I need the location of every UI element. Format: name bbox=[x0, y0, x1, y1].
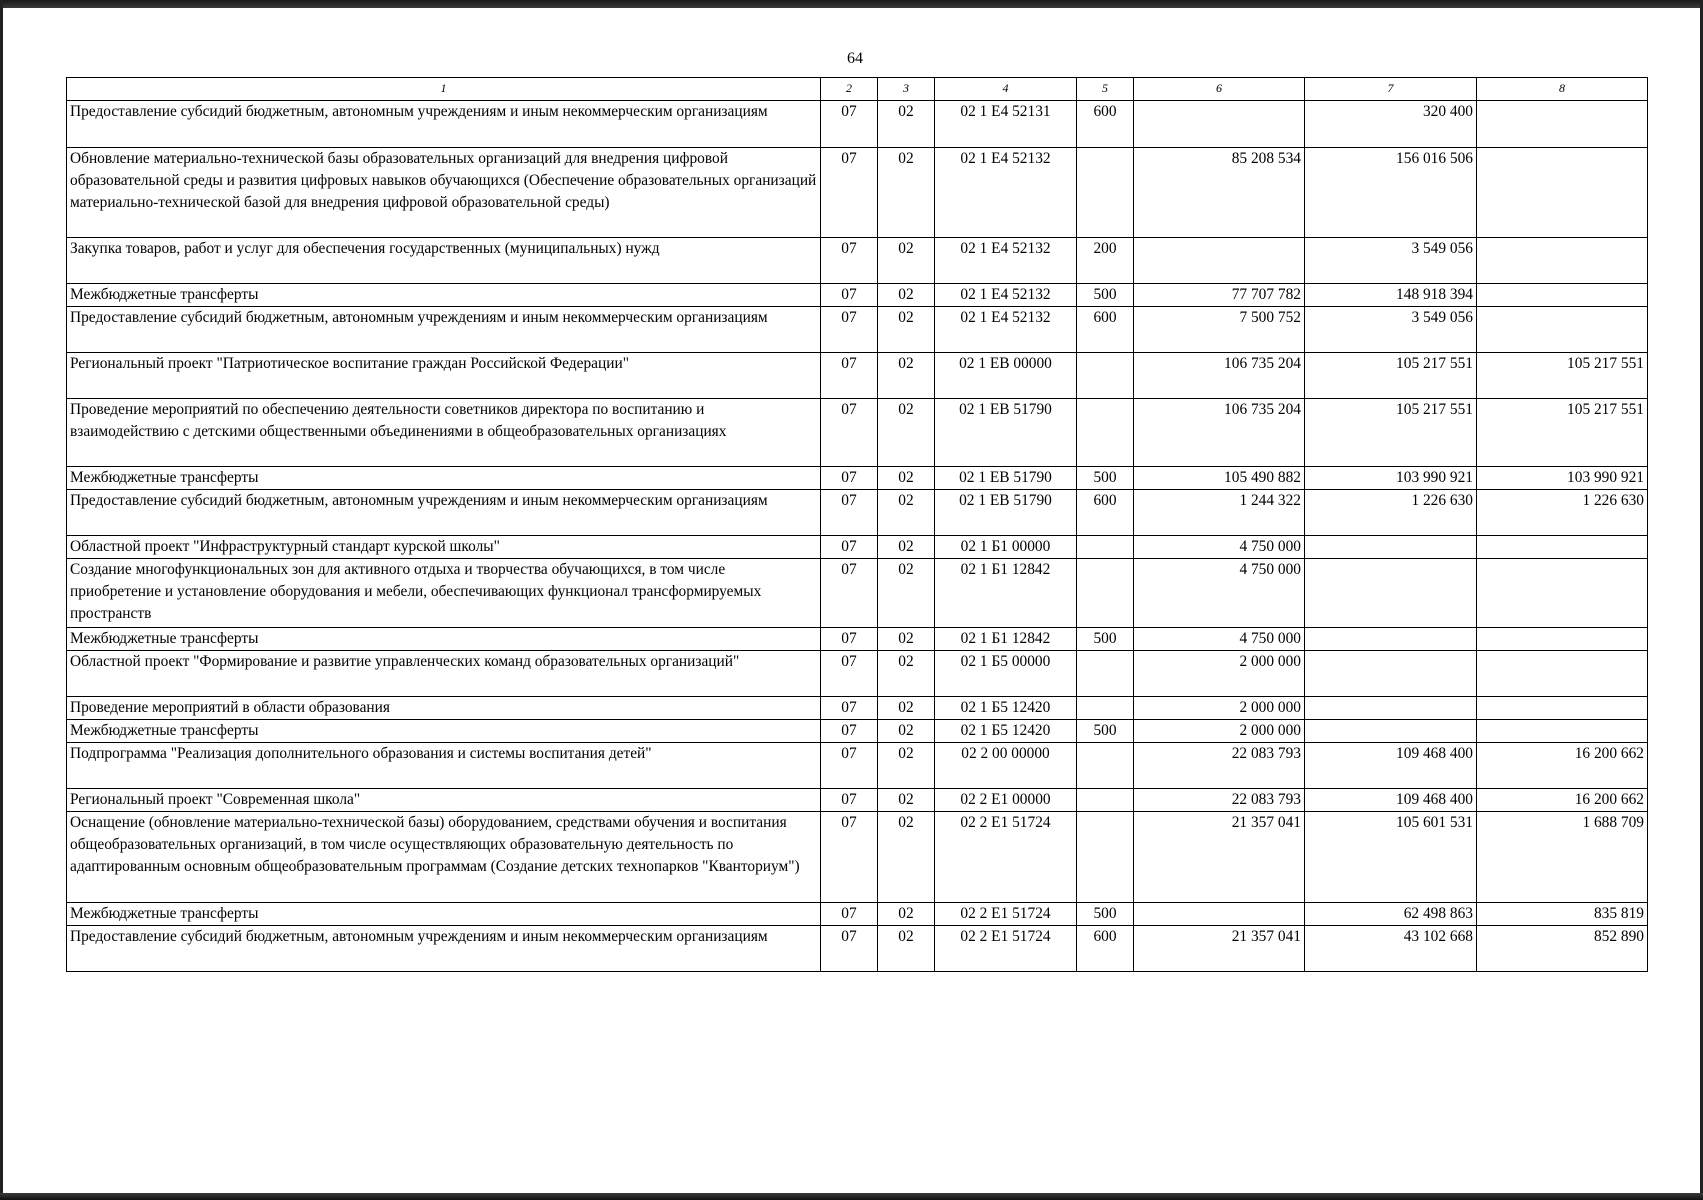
subsection-code-cell: 02 bbox=[878, 559, 935, 628]
target-item-code-cell: 02 2 Е1 00000 bbox=[935, 789, 1077, 812]
subsection-code-cell: 02 bbox=[878, 743, 935, 789]
scan-border-left bbox=[0, 0, 3, 1200]
section-code-cell: 07 bbox=[821, 238, 878, 284]
table-row bbox=[67, 238, 1648, 284]
subsection-code-cell: 02 bbox=[878, 101, 935, 148]
amount-col-7-cell: 109 468 400 bbox=[1305, 789, 1477, 812]
table-row bbox=[67, 467, 1648, 490]
section-code-cell: 07 bbox=[821, 307, 878, 353]
column-header-3: 3 bbox=[878, 78, 935, 101]
target-item-code-cell: 02 2 00 00000 bbox=[935, 743, 1077, 789]
scan-border-top bbox=[0, 0, 1703, 8]
row-name-cell: Предоставление субсидий бюджетным, автономным учреждениям и иным некоммерческим организациям bbox=[67, 101, 821, 148]
table-row bbox=[67, 353, 1648, 399]
amount-col-8-cell bbox=[1477, 720, 1648, 743]
target-item-code-cell: 02 1 Б1 12842 bbox=[935, 628, 1077, 651]
amount-col-6-cell: 7 500 752 bbox=[1134, 307, 1305, 353]
subsection-code-cell: 02 bbox=[878, 789, 935, 812]
target-item-code-cell: 02 1 ЕВ 51790 bbox=[935, 399, 1077, 467]
table-row bbox=[67, 536, 1648, 559]
table-row bbox=[67, 307, 1648, 353]
amount-col-8-cell: 852 890 bbox=[1477, 926, 1648, 972]
section-code-cell: 07 bbox=[821, 399, 878, 467]
column-header-2: 2 bbox=[821, 78, 878, 101]
column-header-8: 8 bbox=[1477, 78, 1648, 101]
amount-col-6-cell bbox=[1134, 903, 1305, 926]
row-name-cell: Межбюджетные трансферты bbox=[67, 628, 821, 651]
section-code-cell: 07 bbox=[821, 743, 878, 789]
amount-col-7-cell: 105 217 551 bbox=[1305, 353, 1477, 399]
table-row bbox=[67, 651, 1648, 697]
amount-col-6-cell: 4 750 000 bbox=[1134, 628, 1305, 651]
target-item-code-cell: 02 1 ЕВ 00000 bbox=[935, 353, 1077, 399]
row-name-cell: Межбюджетные трансферты bbox=[67, 467, 821, 490]
table-row bbox=[67, 284, 1648, 307]
amount-col-6-cell bbox=[1134, 238, 1305, 284]
expense-type-code-cell: 500 bbox=[1077, 467, 1134, 490]
amount-col-6-cell: 4 750 000 bbox=[1134, 536, 1305, 559]
amount-col-7-cell: 62 498 863 bbox=[1305, 903, 1477, 926]
table-row bbox=[67, 490, 1648, 536]
section-code-cell: 07 bbox=[821, 284, 878, 307]
row-name-cell: Оснащение (обновление материально-технической базы) оборудованием, средствами обучения и воспитания общеобразовательных организаций, в том числе осуществляющих образовательную деятельность по адаптированным основным общеобразовательным программам (Создание детских технопарков "Кванториум") bbox=[67, 812, 821, 903]
row-name-cell: Региональный проект "Патриотическое воспитание граждан Российской Федерации" bbox=[67, 353, 821, 399]
target-item-code-cell: 02 2 Е1 51724 bbox=[935, 926, 1077, 972]
section-code-cell: 07 bbox=[821, 926, 878, 972]
amount-col-6-cell: 2 000 000 bbox=[1134, 651, 1305, 697]
subsection-code-cell: 02 bbox=[878, 490, 935, 536]
section-code-cell: 07 bbox=[821, 467, 878, 490]
target-item-code-cell: 02 1 Б5 12420 bbox=[935, 720, 1077, 743]
amount-col-8-cell: 1 226 630 bbox=[1477, 490, 1648, 536]
row-name-cell: Подпрограмма "Реализация дополнительного образования и системы воспитания детей" bbox=[67, 743, 821, 789]
table-row bbox=[67, 101, 1648, 148]
section-code-cell: 07 bbox=[821, 812, 878, 903]
subsection-code-cell: 02 bbox=[878, 284, 935, 307]
target-item-code-cell: 02 1 Е4 52132 bbox=[935, 284, 1077, 307]
subsection-code-cell: 02 bbox=[878, 812, 935, 903]
amount-col-7-cell bbox=[1305, 536, 1477, 559]
amount-col-7-cell bbox=[1305, 720, 1477, 743]
row-name-cell: Межбюджетные трансферты bbox=[67, 903, 821, 926]
expense-type-code-cell bbox=[1077, 789, 1134, 812]
row-name-cell: Проведение мероприятий в области образования bbox=[67, 697, 821, 720]
amount-col-6-cell: 21 357 041 bbox=[1134, 812, 1305, 903]
budget-table bbox=[66, 77, 1648, 972]
target-item-code-cell: 02 1 Е4 52132 bbox=[935, 148, 1077, 238]
target-item-code-cell: 02 1 Б1 00000 bbox=[935, 536, 1077, 559]
section-code-cell: 07 bbox=[821, 353, 878, 399]
amount-col-7-cell bbox=[1305, 651, 1477, 697]
table-row bbox=[67, 628, 1648, 651]
expense-type-code-cell: 500 bbox=[1077, 628, 1134, 651]
amount-col-6-cell bbox=[1134, 101, 1305, 148]
row-name-cell: Предоставление субсидий бюджетным, автономным учреждениям и иным некоммерческим организациям bbox=[67, 926, 821, 972]
expense-type-code-cell bbox=[1077, 148, 1134, 238]
target-item-code-cell: 02 1 ЕВ 51790 bbox=[935, 490, 1077, 536]
expense-type-code-cell: 600 bbox=[1077, 307, 1134, 353]
amount-col-8-cell: 16 200 662 bbox=[1477, 743, 1648, 789]
amount-col-6-cell: 21 357 041 bbox=[1134, 926, 1305, 972]
target-item-code-cell: 02 1 Б1 12842 bbox=[935, 559, 1077, 628]
amount-col-6-cell: 22 083 793 bbox=[1134, 789, 1305, 812]
amount-col-7-cell: 43 102 668 bbox=[1305, 926, 1477, 972]
subsection-code-cell: 02 bbox=[878, 651, 935, 697]
amount-col-8-cell bbox=[1477, 559, 1648, 628]
subsection-code-cell: 02 bbox=[878, 148, 935, 238]
amount-col-8-cell: 105 217 551 bbox=[1477, 399, 1648, 467]
table-row bbox=[67, 148, 1648, 238]
amount-col-7-cell: 103 990 921 bbox=[1305, 467, 1477, 490]
page-number: 64 bbox=[847, 50, 863, 67]
expense-type-code-cell bbox=[1077, 399, 1134, 467]
table-body bbox=[67, 101, 1648, 972]
row-name-cell: Региональный проект "Современная школа" bbox=[67, 789, 821, 812]
amount-col-7-cell: 1 226 630 bbox=[1305, 490, 1477, 536]
subsection-code-cell: 02 bbox=[878, 353, 935, 399]
amount-col-8-cell: 103 990 921 bbox=[1477, 467, 1648, 490]
subsection-code-cell: 02 bbox=[878, 628, 935, 651]
table-row bbox=[67, 399, 1648, 467]
expense-type-code-cell: 500 bbox=[1077, 720, 1134, 743]
section-code-cell: 07 bbox=[821, 697, 878, 720]
section-code-cell: 07 bbox=[821, 651, 878, 697]
header-row bbox=[67, 78, 1648, 101]
expense-type-code-cell: 500 bbox=[1077, 284, 1134, 307]
row-name-cell: Создание многофункциональных зон для активного отдыха и творчества обучающихся, в том числе приобретение и установление оборудования и мебели, обеспечивающих функционал трансформируемых пространств bbox=[67, 559, 821, 628]
row-name-cell: Предоставление субсидий бюджетным, автономным учреждениям и иным некоммерческим организациям bbox=[67, 307, 821, 353]
amount-col-8-cell bbox=[1477, 284, 1648, 307]
row-name-cell: Обновление материально-технической базы образовательных организаций для внедрения цифровой образовательной среды и развития цифровых навыков обучающихся (Обеспечение образовательных организаций материально-технической базой для внедрения цифровой образовательной среды) bbox=[67, 148, 821, 238]
expense-type-code-cell bbox=[1077, 743, 1134, 789]
amount-col-7-cell: 105 601 531 bbox=[1305, 812, 1477, 903]
target-item-code-cell: 02 2 Е1 51724 bbox=[935, 812, 1077, 903]
target-item-code-cell: 02 1 ЕВ 51790 bbox=[935, 467, 1077, 490]
row-name-cell: Областной проект "Инфраструктурный стандарт курской школы" bbox=[67, 536, 821, 559]
expense-type-code-cell bbox=[1077, 536, 1134, 559]
table-row bbox=[67, 743, 1648, 789]
target-item-code-cell: 02 1 Б5 12420 bbox=[935, 697, 1077, 720]
amount-col-6-cell: 105 490 882 bbox=[1134, 467, 1305, 490]
row-name-cell: Предоставление субсидий бюджетным, автономным учреждениям и иным некоммерческим организациям bbox=[67, 490, 821, 536]
amount-col-8-cell bbox=[1477, 651, 1648, 697]
amount-col-7-cell: 156 016 506 bbox=[1305, 148, 1477, 238]
amount-col-8-cell bbox=[1477, 536, 1648, 559]
amount-col-6-cell: 22 083 793 bbox=[1134, 743, 1305, 789]
amount-col-6-cell: 1 244 322 bbox=[1134, 490, 1305, 536]
amount-col-6-cell: 4 750 000 bbox=[1134, 559, 1305, 628]
table-row bbox=[67, 720, 1648, 743]
expense-type-code-cell bbox=[1077, 353, 1134, 399]
amount-col-7-cell: 3 549 056 bbox=[1305, 238, 1477, 284]
subsection-code-cell: 02 bbox=[878, 926, 935, 972]
expense-type-code-cell bbox=[1077, 559, 1134, 628]
amount-col-7-cell: 320 400 bbox=[1305, 101, 1477, 148]
table-row bbox=[67, 903, 1648, 926]
row-name-cell: Закупка товаров, работ и услуг для обеспечения государственных (муниципальных) нужд bbox=[67, 238, 821, 284]
amount-col-8-cell bbox=[1477, 628, 1648, 651]
subsection-code-cell: 02 bbox=[878, 697, 935, 720]
amount-col-7-cell: 109 468 400 bbox=[1305, 743, 1477, 789]
amount-col-7-cell bbox=[1305, 697, 1477, 720]
expense-type-code-cell: 600 bbox=[1077, 926, 1134, 972]
column-header-7: 7 bbox=[1305, 78, 1477, 101]
subsection-code-cell: 02 bbox=[878, 238, 935, 284]
amount-col-8-cell bbox=[1477, 101, 1648, 148]
target-item-code-cell: 02 2 Е1 51724 bbox=[935, 903, 1077, 926]
expense-type-code-cell bbox=[1077, 651, 1134, 697]
amount-col-7-cell bbox=[1305, 559, 1477, 628]
target-item-code-cell: 02 1 Е4 52132 bbox=[935, 238, 1077, 284]
table-row bbox=[67, 789, 1648, 812]
scan-border-bottom bbox=[0, 1193, 1703, 1200]
amount-col-6-cell: 106 735 204 bbox=[1134, 353, 1305, 399]
amount-col-7-cell: 148 918 394 bbox=[1305, 284, 1477, 307]
target-item-code-cell: 02 1 Е4 52132 bbox=[935, 307, 1077, 353]
row-name-cell: Областной проект "Формирование и развитие управленческих команд образовательных организаций" bbox=[67, 651, 821, 697]
subsection-code-cell: 02 bbox=[878, 536, 935, 559]
subsection-code-cell: 02 bbox=[878, 307, 935, 353]
section-code-cell: 07 bbox=[821, 720, 878, 743]
expense-type-code-cell bbox=[1077, 812, 1134, 903]
table-row bbox=[67, 926, 1648, 972]
section-code-cell: 07 bbox=[821, 559, 878, 628]
column-header-5: 5 bbox=[1077, 78, 1134, 101]
section-code-cell: 07 bbox=[821, 148, 878, 238]
amount-col-8-cell: 835 819 bbox=[1477, 903, 1648, 926]
target-item-code-cell: 02 1 Е4 52131 bbox=[935, 101, 1077, 148]
table-row bbox=[67, 697, 1648, 720]
amount-col-8-cell: 105 217 551 bbox=[1477, 353, 1648, 399]
section-code-cell: 07 bbox=[821, 628, 878, 651]
subsection-code-cell: 02 bbox=[878, 903, 935, 926]
target-item-code-cell: 02 1 Б5 00000 bbox=[935, 651, 1077, 697]
section-code-cell: 07 bbox=[821, 101, 878, 148]
expense-type-code-cell bbox=[1077, 697, 1134, 720]
amount-col-8-cell bbox=[1477, 307, 1648, 353]
section-code-cell: 07 bbox=[821, 903, 878, 926]
subsection-code-cell: 02 bbox=[878, 720, 935, 743]
amount-col-8-cell: 16 200 662 bbox=[1477, 789, 1648, 812]
column-header-6: 6 bbox=[1134, 78, 1305, 101]
table-row bbox=[67, 812, 1648, 903]
expense-type-code-cell: 600 bbox=[1077, 490, 1134, 536]
row-name-cell: Проведение мероприятий по обеспечению деятельности советников директора по воспитанию и взаимодействию с детскими общественными объединениями в общеобразовательных организациях bbox=[67, 399, 821, 467]
amount-col-8-cell: 1 688 709 bbox=[1477, 812, 1648, 903]
amount-col-8-cell bbox=[1477, 148, 1648, 238]
expense-type-code-cell: 500 bbox=[1077, 903, 1134, 926]
subsection-code-cell: 02 bbox=[878, 399, 935, 467]
subsection-code-cell: 02 bbox=[878, 467, 935, 490]
column-header-4: 4 bbox=[935, 78, 1077, 101]
table-row bbox=[67, 559, 1648, 628]
expense-type-code-cell: 600 bbox=[1077, 101, 1134, 148]
amount-col-7-cell bbox=[1305, 628, 1477, 651]
amount-col-6-cell: 85 208 534 bbox=[1134, 148, 1305, 238]
section-code-cell: 07 bbox=[821, 536, 878, 559]
column-header-1: 1 bbox=[67, 78, 821, 101]
section-code-cell: 07 bbox=[821, 789, 878, 812]
section-code-cell: 07 bbox=[821, 490, 878, 536]
amount-col-7-cell: 105 217 551 bbox=[1305, 399, 1477, 467]
amount-col-8-cell bbox=[1477, 697, 1648, 720]
row-name-cell: Межбюджетные трансферты bbox=[67, 720, 821, 743]
expense-type-code-cell: 200 bbox=[1077, 238, 1134, 284]
amount-col-7-cell: 3 549 056 bbox=[1305, 307, 1477, 353]
amount-col-6-cell: 2 000 000 bbox=[1134, 720, 1305, 743]
amount-col-6-cell: 2 000 000 bbox=[1134, 697, 1305, 720]
row-name-cell: Межбюджетные трансферты bbox=[67, 284, 821, 307]
amount-col-6-cell: 77 707 782 bbox=[1134, 284, 1305, 307]
amount-col-6-cell: 106 735 204 bbox=[1134, 399, 1305, 467]
amount-col-8-cell bbox=[1477, 238, 1648, 284]
